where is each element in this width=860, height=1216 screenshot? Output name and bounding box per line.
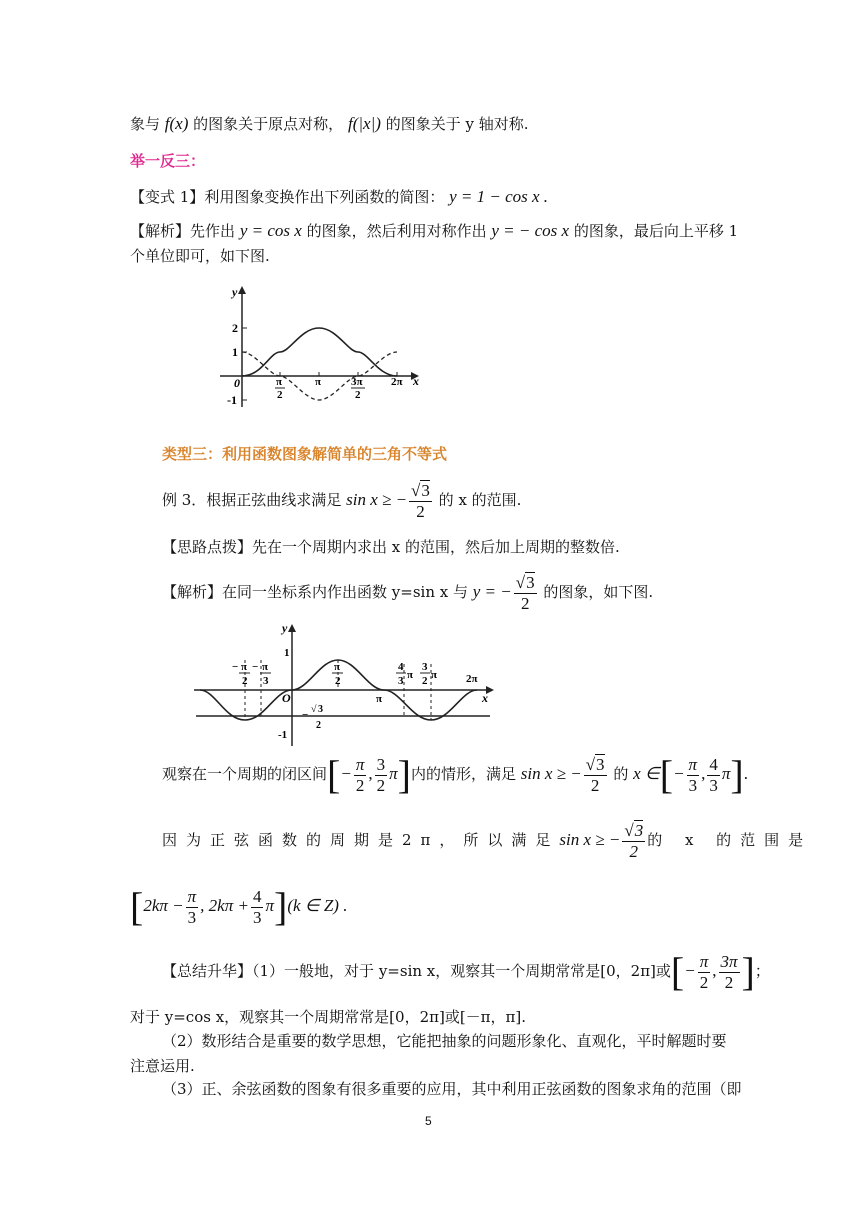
summary-text-1: （1）一般地，对于 y=sin x，观察其一个周期常常是[0，2π]或 <box>252 962 671 980</box>
hint-label: 【思路点拨】 <box>162 538 253 556</box>
summary-frac-1: $\frac{\pi}{2}$ <box>699 951 709 992</box>
g2-neg-pi3-den: 3 <box>263 675 269 687</box>
g2-neg-pi3-num: π <box>262 661 269 673</box>
g2-sqrt3-den: 2 <box>316 720 321 731</box>
analysis2-text-1: 在同一坐标系内作出函数 y=sin x 与 <box>222 583 468 601</box>
result-frac-2: $\frac{4}{3}$ <box>252 886 262 927</box>
g2-x-label: x <box>482 691 488 705</box>
summary-line2: 对于 y=cos x，观察其一个周期常常是[0，2π]或[－π，π]. <box>130 1008 527 1026</box>
bracket-open-4: [ <box>670 949 685 994</box>
g2-43-num: 4 <box>398 661 404 673</box>
example3-text-1: 例 3．根据正弦曲线求满足 <box>162 491 342 509</box>
bracket-close-2: ] <box>730 752 744 797</box>
g1-tick-3pi2-den: 2 <box>355 389 361 401</box>
page-number: 5 <box>425 1114 432 1128</box>
g2-neg-sign-2: − <box>252 661 259 673</box>
period-text-2: 的 x 的范围是 <box>647 831 813 849</box>
summary-line5: （3）正、余弦函数的图象有很多重要的应用，其中利用正弦函数的图象求角的范围（即 <box>162 1080 742 1098</box>
variant1-text: 利用图象变换作出下列函数的简图： <box>204 188 445 206</box>
g2-y-label: y <box>282 621 288 635</box>
example3-num: 3 <box>421 480 430 500</box>
analysis1-text-3: 的图象，最后向上平移 1 <box>573 222 739 240</box>
g2-tick-m1: -1 <box>278 729 288 741</box>
g1-tick-3pi2-num: 3π <box>351 376 363 388</box>
bracket-close-4: ] <box>741 949 755 994</box>
period-frac: $\frac{√3}{2}$ <box>624 820 644 861</box>
intro-fabs: f(|x|) <box>347 114 381 133</box>
variant1-formula: y = 1 − cos x . <box>449 187 549 206</box>
analysis2-formula: y = − <box>472 582 512 601</box>
g1-tick-pi: π <box>315 376 322 388</box>
hint-line <box>162 536 620 558</box>
observe-text-1: 观察在一个周期的闭区间 <box>162 765 328 783</box>
observe-text-3: 的 <box>613 765 629 783</box>
graph-2 <box>190 618 500 748</box>
g2-pi2-num: π <box>334 661 341 673</box>
g2-sqrt-sign: √ <box>311 704 317 715</box>
example3-den: 2 <box>416 501 425 521</box>
intro-fx: f(x) <box>164 114 189 133</box>
analysis2-label: 【解析】 <box>162 583 223 601</box>
graph-1 <box>215 282 425 412</box>
variant1-label: 【变式 1】 <box>130 188 205 206</box>
g2-neg-sign-3: − <box>302 709 309 721</box>
intro-text-3: 的图象关于 y 轴对称. <box>385 115 529 133</box>
g1-tick-pi2-num: π <box>276 376 283 388</box>
g2-neg-pi2-den: 2 <box>242 675 248 687</box>
observe-frac-5: $\frac{4}{3}$ <box>709 754 718 795</box>
g2-32-pi: π <box>431 669 438 681</box>
observe-frac-4: $\frac{\pi}{3}$ <box>688 754 698 795</box>
observe-frac-1: $\frac{\pi}{2}$ <box>355 754 365 795</box>
analysis2-frac: $\frac{√3}{2}$ <box>515 572 535 613</box>
hint-text: 先在一个周期内求出 x 的范围，然后加上周期的整数倍. <box>252 538 620 556</box>
analysis1-line2: 个单位即可，如下图. <box>130 247 270 265</box>
summary-label: 【总结升华】 <box>162 962 253 980</box>
g2-neg-sign-1: − <box>232 661 239 673</box>
result-line: [2kπ − $\frac{\pi}{3}$ , 2kπ + $\frac{4}{3}$ π](k ∈ Z) . <box>130 884 348 929</box>
observe-frac-3: $\frac{√3}{2}$ <box>585 754 605 795</box>
g1-tick-pi2-den: 2 <box>277 389 283 401</box>
section-heading: 举一反三： <box>130 152 206 170</box>
summary-line3: （2）数形结合是重要的数学思想，它能把抽象的问题形象化、直观化，平时解题时要 <box>162 1032 727 1050</box>
bracket-close-3: ] <box>273 884 288 929</box>
observe-frac-2: $\frac{3}{2}$ <box>376 754 386 795</box>
analysis1-formula-1: y = cos x <box>239 221 302 240</box>
bracket-close-1: ] <box>397 752 411 797</box>
g2-origin: O <box>282 691 291 705</box>
period-text: 因为正弦函数的周期是2π，所以满足 <box>162 831 560 849</box>
bracket-open-2: [ <box>659 752 674 797</box>
observe-line: 观察在一个周期的闭区间[− $\frac{\pi}{2}$ , $\frac{3}{2}$ π]内的情形，满足 sin x ≥ − $\frac{√3}{2}$ 的 x ∈[− $\frac{\pi}{3}$ , $\frac{4}{3}$ π]. <box>162 752 748 797</box>
curve-1-minus-cos <box>242 328 397 376</box>
analysis1-text-1: 先作出 <box>190 222 236 240</box>
g2-32-den: 2 <box>422 675 428 687</box>
analysis2-den: 2 <box>520 593 530 613</box>
summary-text-1-end: ； <box>754 962 770 980</box>
intro-line <box>130 113 528 135</box>
result-frac-1: $\frac{\pi}{3}$ <box>187 886 197 927</box>
example3-text-2: 的 x 的范围. <box>438 491 522 509</box>
period-line: 因为正弦函数的周期是2π，所以满足 sin x ≥ − $\frac{√3}{2}$ 的 x 的范围是 <box>162 814 732 866</box>
g2-pi2-den: 2 <box>335 675 341 687</box>
g2-32-num: 3 <box>422 661 428 673</box>
analysis2-text-2: 的图象，如下图. <box>543 583 654 601</box>
bracket-open-1: [ <box>327 752 341 797</box>
g2-pi: π <box>376 693 383 705</box>
g1-x-label: x <box>413 374 419 388</box>
result-suffix: (k ∈ Z) . <box>287 896 348 915</box>
g1-origin: 0 <box>234 376 240 390</box>
g2-43-pi: π <box>407 669 414 681</box>
intro-text-1: 象与 <box>130 115 161 133</box>
g1-tick-1: 1 <box>232 345 238 359</box>
analysis1-formula-2: y = − cos x <box>491 221 570 240</box>
example3-line <box>162 478 521 522</box>
analysis2-num: 3 <box>526 572 535 592</box>
type3-heading: 类型三：利用函数图象解简单的三角不等式 <box>162 445 448 463</box>
bracket-open-3: [ <box>130 884 144 929</box>
summary-line4: 注意运用. <box>130 1057 195 1075</box>
g1-tick-2pi: 2π <box>391 376 403 388</box>
g2-neg-pi2-num: π <box>241 661 248 673</box>
analysis1-label: 【解析】 <box>130 222 191 240</box>
example3-frac: $\frac{√3}{2}$ <box>411 480 430 521</box>
variant1-line <box>130 186 548 208</box>
example3-formula: sin x ≥ − <box>346 490 408 509</box>
g1-tick-m1: -1 <box>227 393 237 407</box>
g2-43-den: 3 <box>398 675 404 687</box>
g2-sqrt3-num: 3 <box>318 704 323 715</box>
summary-line1: 【总结升华】（1）一般地，对于 y=sin x，观察其一个周期常常是[0，2π]或[− $\frac{\pi}{2}$ , $\frac{3\pi}{2}$ ]； <box>162 949 770 994</box>
intro-text-2: 的图象关于原点对称， <box>193 115 344 133</box>
g1-y-label: y <box>232 285 238 299</box>
analysis1-text-2: 的图象，然后利用对称作出 <box>306 222 487 240</box>
g1-tick-2: 2 <box>232 321 238 335</box>
analysis1-line1 <box>130 220 738 242</box>
observe-text-2: 内的情形，满足 <box>410 765 516 783</box>
g2-tick-1: 1 <box>284 647 290 659</box>
summary-frac-2: $\frac{3\pi}{2}$ <box>720 951 738 992</box>
analysis2-line <box>162 570 653 614</box>
g2-2pi: 2π <box>466 673 478 685</box>
